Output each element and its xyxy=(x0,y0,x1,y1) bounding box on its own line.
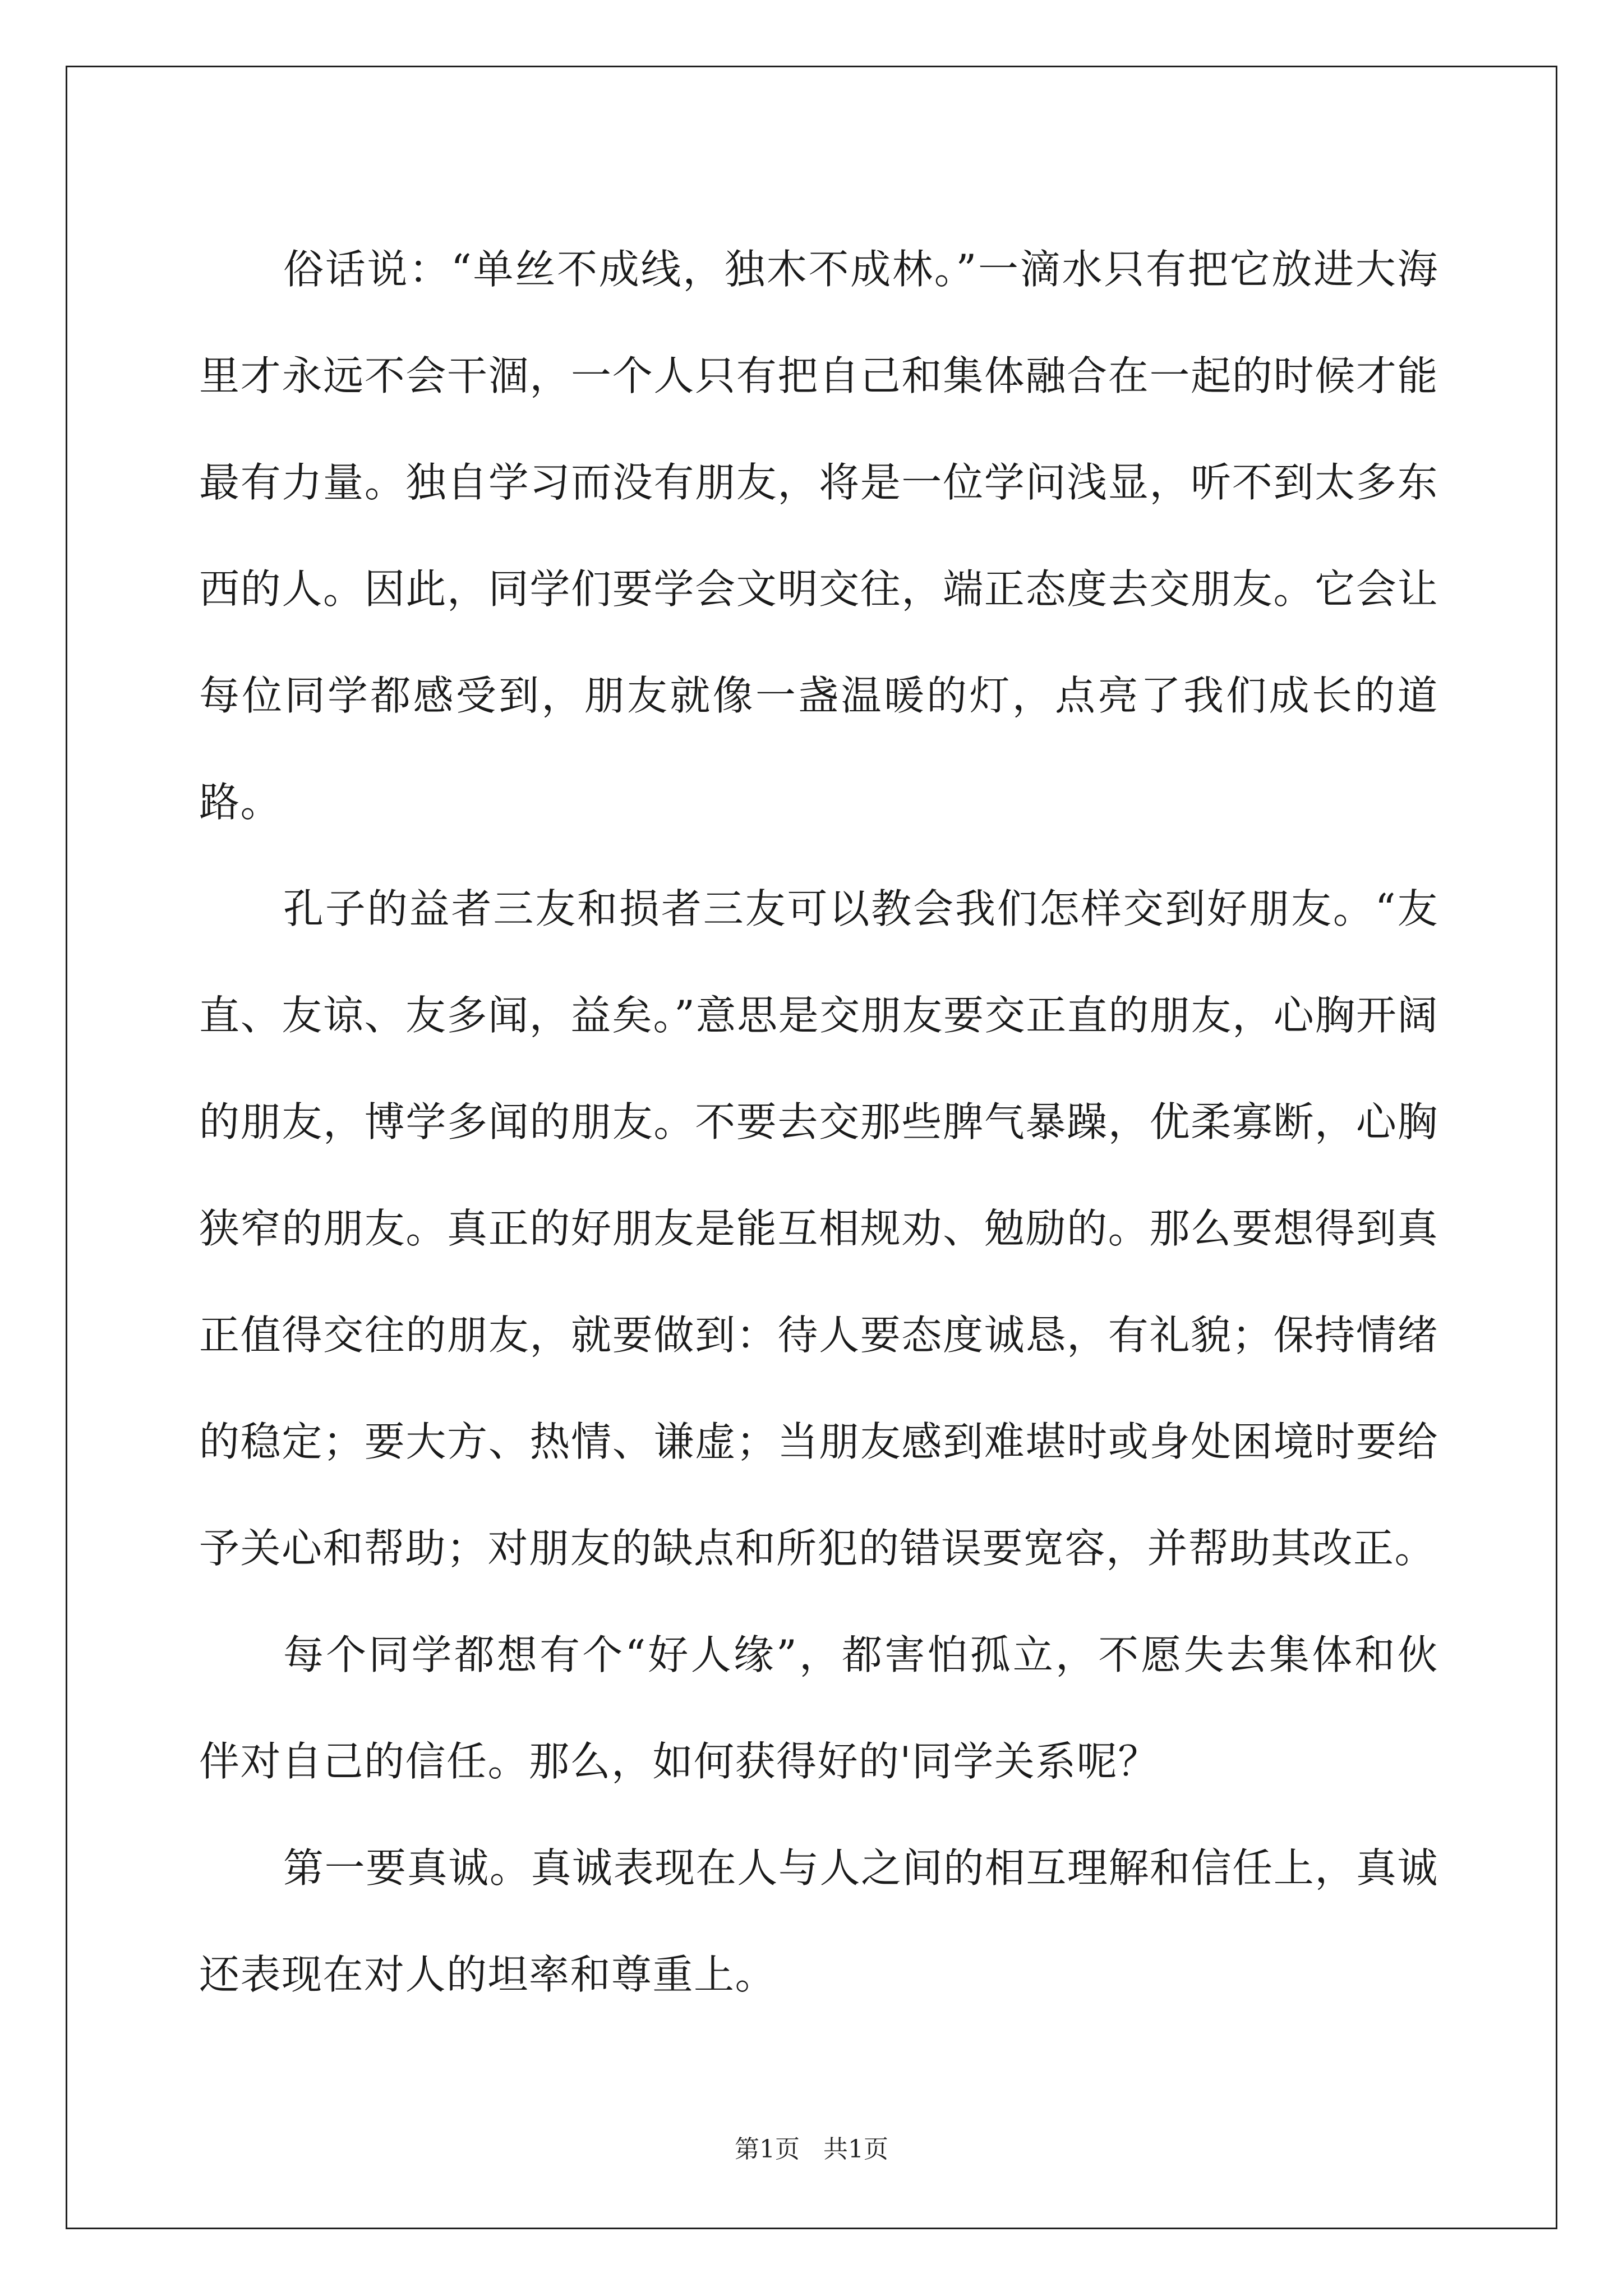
paragraph-2: 孔子的益者三友和损者三友可以教会我们怎样交到好朋友。“友直、友谅、友多闻，益矣。”意思是交朋友要交正直的朋友，心胸开阔的朋友，博学多闻的朋友。不要去交那些脾气暴躁，优柔寡断，心胸狭窄的朋友。真正的好朋友是能互相规劝、勉励的。那么要想得到真正值得交往的朋友，就要做到：待人要态度诚恳，有礼貌；保持情绪的稳定；要大方、热情、谦虚；当朋友感到难堪时或身处困境时要给予关心和帮助；对朋友的缺点和所犯的错误要宽容，并帮助其改正。 xyxy=(199,885,1438,1572)
page-number-footer: 第1页 共1页 xyxy=(735,2135,888,2164)
document-body xyxy=(199,216,1438,2028)
paragraph-1: 俗话说：“单丝不成线，独木不成林。”一滴水只有把它放进大海里才永远不会干涸，一个人只有把自己和集体融合在一起的时候才能最有力量。独自学习而没有朋友，将是一位学问浅显，听不到太多东西的人。因此，同学们要学会文明交往，端正态度去交朋友。它会让每位同学都感受到，朋友就像一盏温暖的灯，点亮了我们成长的道路。 xyxy=(199,246,1438,826)
paragraph-4: 第一要真诚。真诚表现在人与人之间的相互理解和信任上，真诚还表现在对人的坦率和尊重上。 xyxy=(199,1844,1438,1998)
paragraph-3: 每个同学都想有个“好人缘”，都害怕孤立，不愿失去集体和伙伴对自己的信任。那么，如何获得好的'同学关系呢？ xyxy=(199,1631,1438,1785)
